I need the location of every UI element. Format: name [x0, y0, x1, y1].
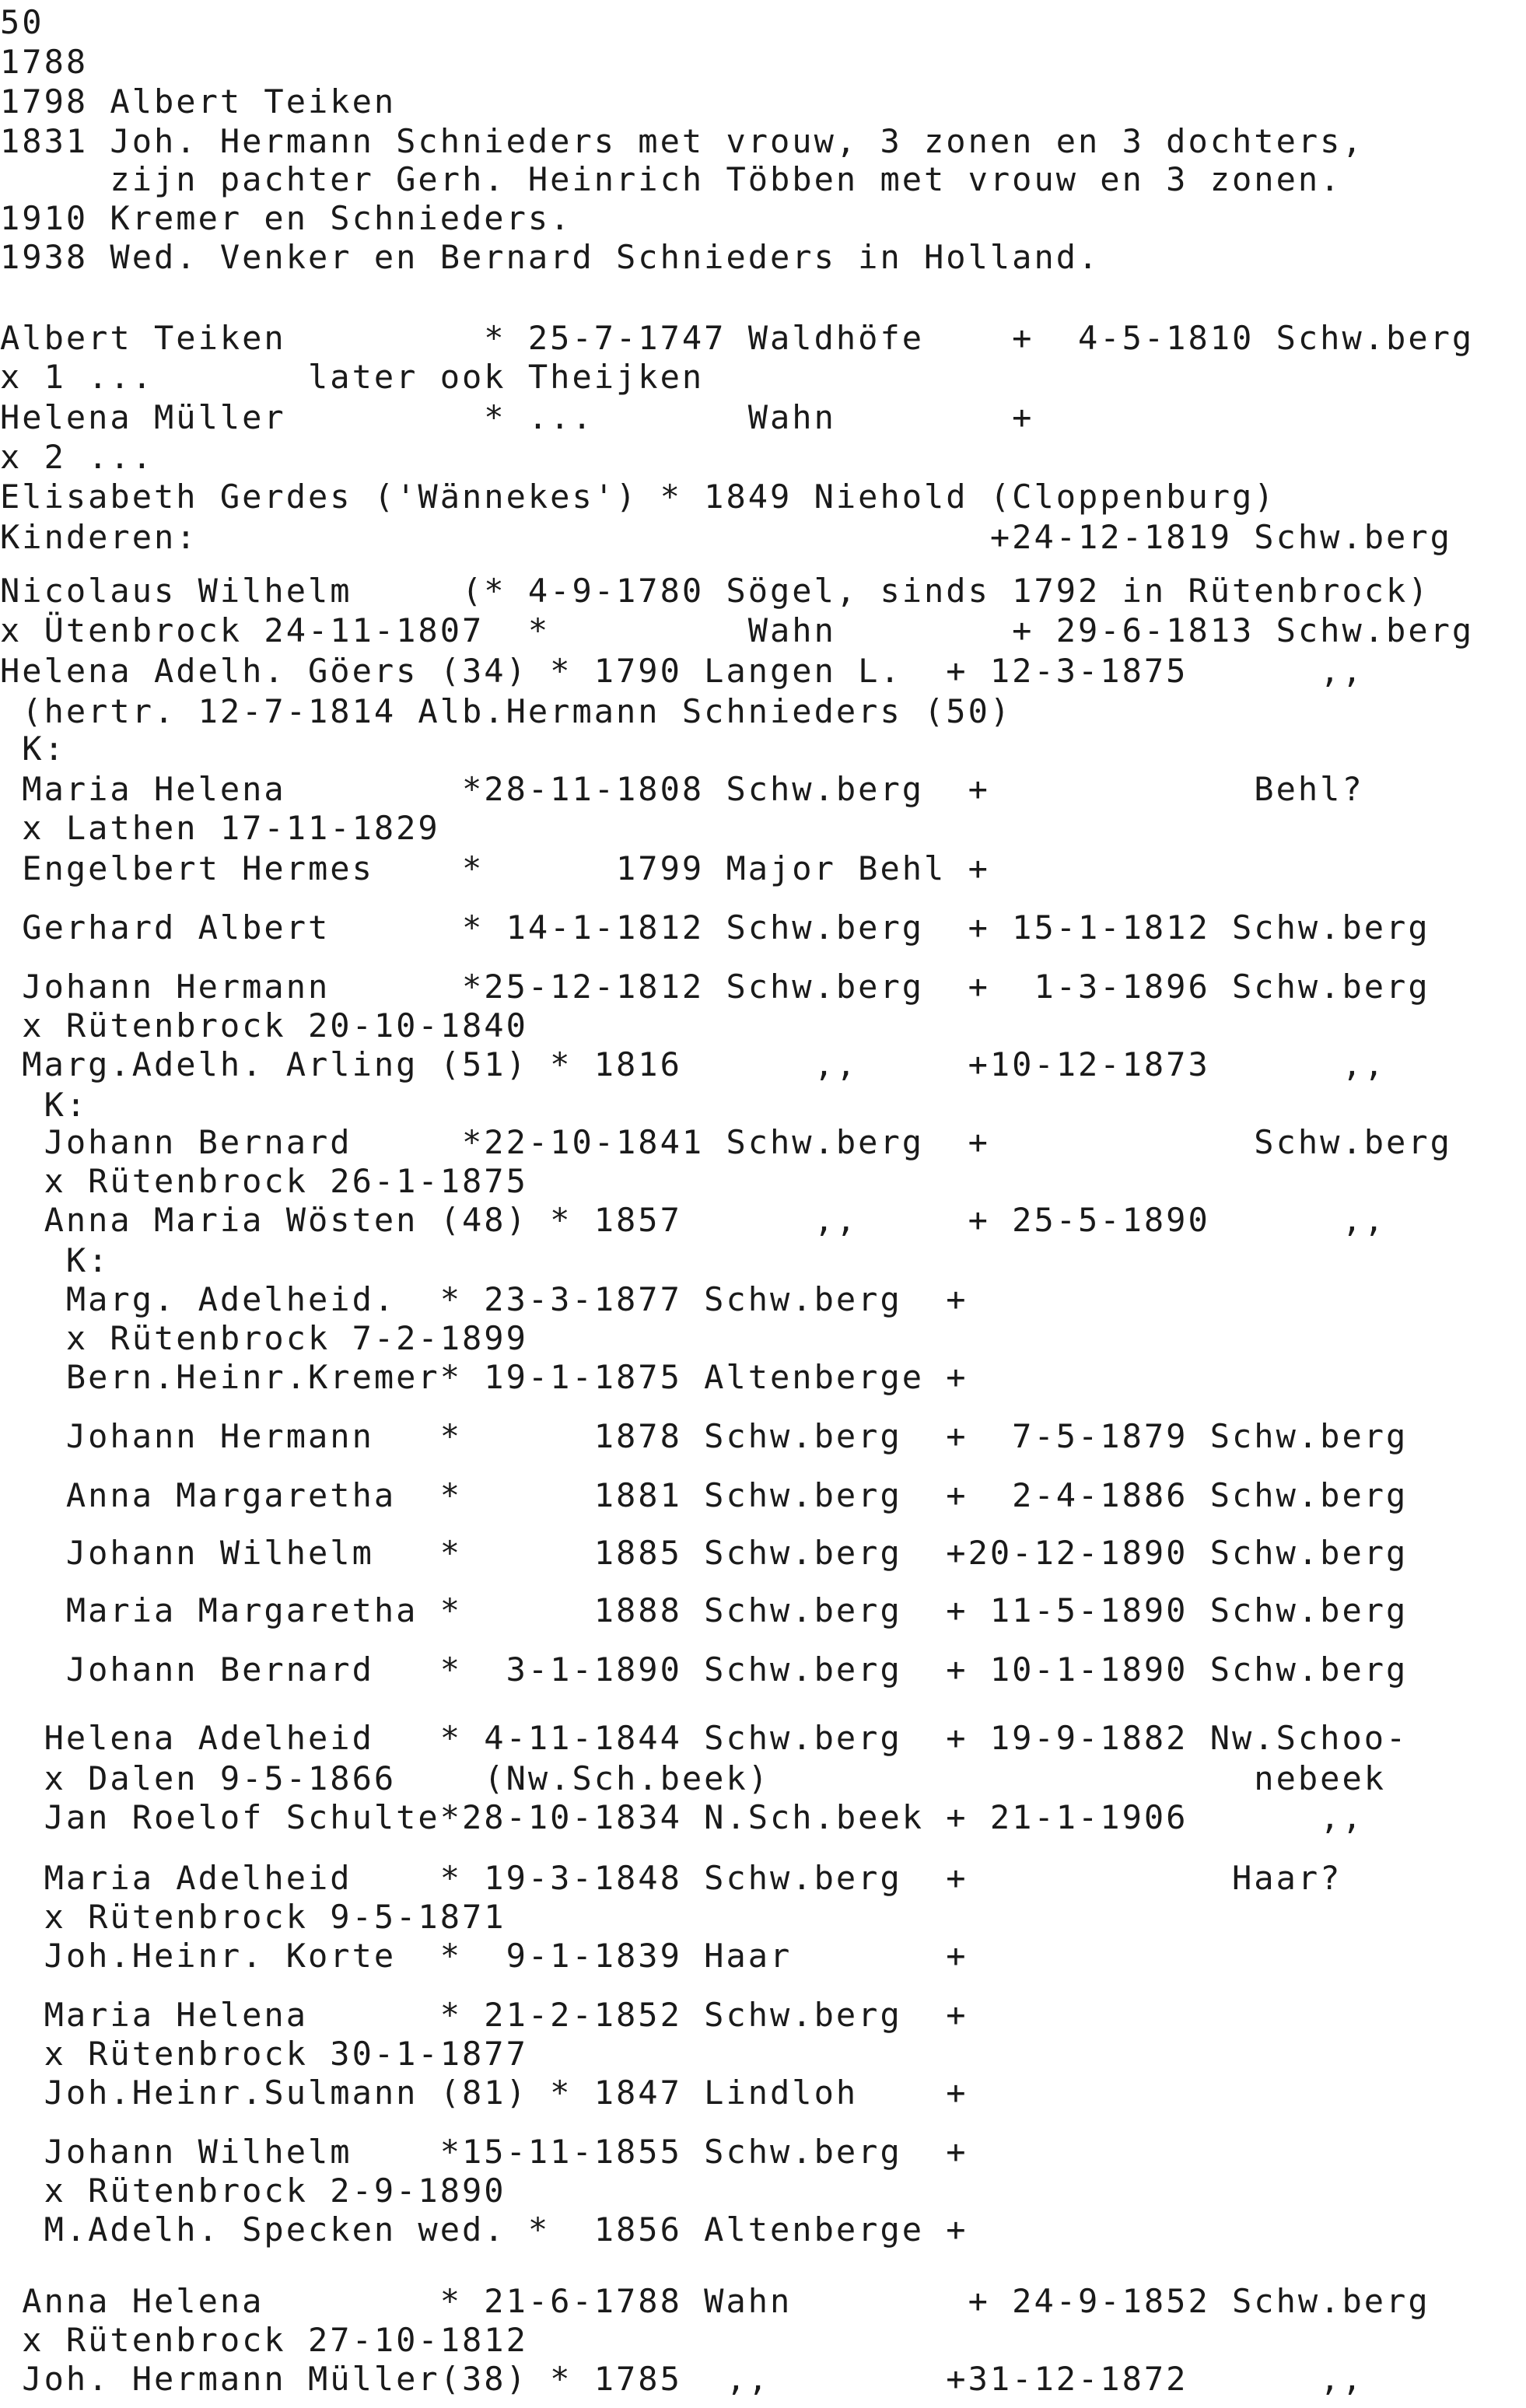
text-line: Helena Adelh. Göers (34) * 1790 Langen L. + 12-3-1875 ,,	[0, 652, 1364, 690]
text-line: Maria Margaretha * 1888 Schw.berg + 11-5-1890 Schw.berg	[0, 1591, 1409, 1629]
text-line: M.Adelh. Specken wed. * 1856 Altenberge +	[0, 2210, 968, 2249]
text-line: Maria Helena * 21-2-1852 Schw.berg +	[0, 1996, 968, 2034]
text-line: Johann Hermann *25-12-1812 Schw.berg + 1-3-1896 Schw.berg	[0, 968, 1430, 1006]
text-line: Johann Hermann * 1878 Schw.berg + 7-5-1879 Schw.berg	[0, 1417, 1409, 1455]
text-line: K:	[0, 730, 66, 768]
text-line: x 2 ...	[0, 438, 155, 476]
text-line: Joh.Heinr.Sulmann (81) * 1847 Lindloh +	[0, 2074, 968, 2112]
text-line: Anna Maria Wösten (48) * 1857 ,, + 25-5-1890 ,,	[0, 1201, 1387, 1239]
text-line: x Rütenbrock 20-10-1840	[0, 1006, 528, 1045]
text-line: Johann Bernard * 3-1-1890 Schw.berg + 10-1-1890 Schw.berg	[0, 1650, 1409, 1689]
text-line: x Rütenbrock 27-10-1812	[0, 2321, 528, 2359]
text-line: Marg.Adelh. Arling (51) * 1816 ,, +10-12-1873 ,,	[0, 1045, 1387, 1083]
text-line: Maria Adelheid * 19-3-1848 Schw.berg + Haar?	[0, 1859, 1342, 1897]
text-line: 1798 Albert Teiken	[0, 82, 397, 121]
text-line: Helena Adelheid * 4-11-1844 Schw.berg + 19-9-1882 Nw.Schoo-	[0, 1719, 1409, 1757]
text-line: Joh.Heinr. Korte * 9-1-1839 Haar +	[0, 1937, 968, 1975]
text-line: 1938 Wed. Venker en Bernard Schnieders in Holland.	[0, 238, 1101, 276]
text-line: Gerhard Albert * 14-1-1812 Schw.berg + 15-1-1812 Schw.berg	[0, 908, 1430, 947]
text-line: (hertr. 12-7-1814 Alb.Hermann Schnieders (50)	[0, 692, 1013, 730]
text-line: Joh. Hermann Müller(38) * 1785 ,, +31-12-1872 ,,	[0, 2360, 1364, 2398]
text-line: Johann Wilhelm *15-11-1855 Schw.berg +	[0, 2133, 968, 2171]
text-line: Marg. Adelheid. * 23-3-1877 Schw.berg +	[0, 1280, 968, 1318]
text-line: x Dalen 9-5-1866 (Nw.Sch.beek) nebeek	[0, 1759, 1387, 1797]
text-line: Maria Helena *28-11-1808 Schw.berg + Behl?	[0, 770, 1364, 808]
page-number: 50	[0, 3, 44, 41]
text-line: Nicolaus Wilhelm (* 4-9-1780 Sögel, sinds 1792 in Rütenbrock)	[0, 572, 1430, 610]
text-line: x Rütenbrock 26-1-1875	[0, 1162, 528, 1200]
text-line: Jan Roelof Schulte*28-10-1834 N.Sch.beek + 21-1-1906 ,,	[0, 1798, 1364, 1836]
text-line: x Rütenbrock 30-1-1877	[0, 2035, 528, 2073]
text-line: x 1 ... later ook Theijken	[0, 358, 705, 396]
text-line: x Ütenbrock 24-11-1807 * Wahn + 29-6-1813 Schw.berg	[0, 611, 1475, 649]
text-line: Albert Teiken * 25-7-1747 Waldhöfe + 4-5-1810 Schw.berg	[0, 319, 1475, 357]
text-line: 1910 Kremer en Schnieders.	[0, 199, 572, 237]
text-line: Engelbert Hermes * 1799 Major Behl +	[0, 849, 990, 887]
text-line: x Rütenbrock 7-2-1899	[0, 1319, 528, 1357]
text-line: Johann Wilhelm * 1885 Schw.berg +20-12-1890 Schw.berg	[0, 1534, 1409, 1572]
text-line: 1831 Joh. Hermann Schnieders met vrouw, 3 zonen en 3 dochters,	[0, 122, 1364, 160]
text-line: x Lathen 17-11-1829	[0, 809, 440, 847]
text-line: Anna Helena * 21-6-1788 Wahn + 24-9-1852 Schw.berg	[0, 2282, 1430, 2320]
text-line: Anna Margaretha * 1881 Schw.berg + 2-4-1886 Schw.berg	[0, 1476, 1409, 1514]
text-line: Elisabeth Gerdes ('Wännekes') * 1849 Niehold (Cloppenburg)	[0, 478, 1276, 516]
text-line: x Rütenbrock 9-5-1871	[0, 1898, 506, 1936]
text-line: 1788	[0, 43, 89, 81]
text-line: K:	[0, 1086, 89, 1124]
text-line: Johann Bernard *22-10-1841 Schw.berg + Schw.berg	[0, 1123, 1452, 1161]
text-line: Helena Müller * ... Wahn +	[0, 398, 1034, 436]
text-line: Kinderen: +24-12-1819 Schw.berg	[0, 518, 1452, 556]
text-line: K:	[0, 1241, 110, 1279]
text-line: Bern.Heinr.Kremer* 19-1-1875 Altenberge +	[0, 1358, 968, 1396]
text-line: x Rütenbrock 2-9-1890	[0, 2172, 506, 2210]
text-line: zijn pachter Gerh. Heinrich Többen met vrouw en 3 zonen.	[0, 160, 1342, 198]
